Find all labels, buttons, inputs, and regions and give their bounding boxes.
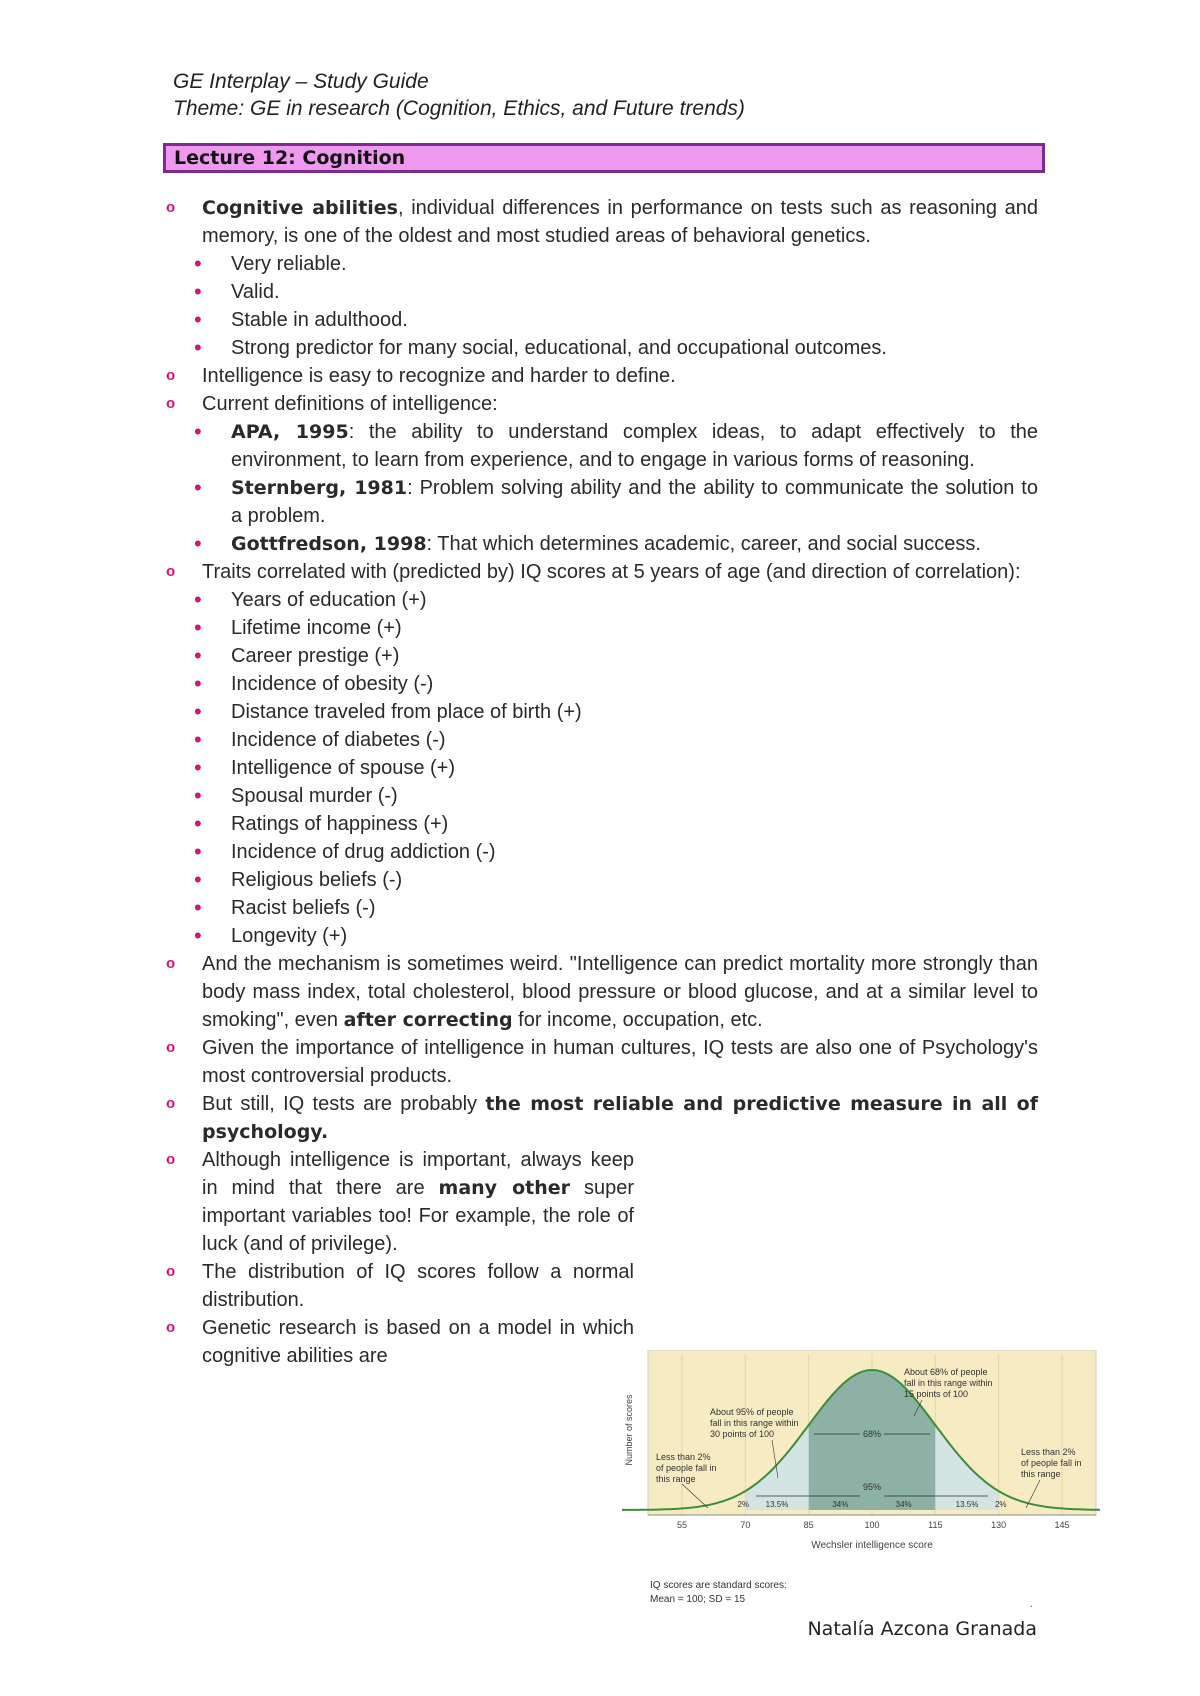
band-percent-label: 2% [737, 1500, 750, 1509]
band-percent-label: 13.5% [765, 1500, 789, 1509]
annotation-95-line2: fall in this range within [710, 1418, 799, 1428]
trait-item: • Intelligence of spouse (+) [160, 754, 1038, 782]
trait-item: • Incidence of drug addiction (-) [160, 838, 1038, 866]
main-content [160, 194, 1038, 1370]
annotation-95-line1: About 95% of people [710, 1407, 794, 1417]
point-text: for income, occupation, etc. [512, 1009, 763, 1031]
guide-title: GE Interplay – Study Guide [173, 70, 429, 93]
annotation-right-line3: this range [1021, 1469, 1061, 1479]
x-axis-label: Wechsler intelligence score [811, 1540, 933, 1551]
label-68: 68% [862, 1429, 882, 1439]
annotation-95-line3: 30 points of 100 [710, 1429, 775, 1439]
term-bold: Gottfredson, 1998 [231, 533, 427, 555]
lecture-heading: Lecture 12: Cognition [163, 143, 1045, 173]
band-percent-label: 2% [994, 1500, 1007, 1509]
point-text: o Traits correlated with (predicted by) IQ scores at 5 years of age (and direction of correlation): [160, 558, 1038, 586]
band-percent-label: 34% [895, 1500, 912, 1509]
annotation-left-line1: Less than 2% [656, 1452, 711, 1462]
x-tick-label: 85 [803, 1520, 814, 1530]
point-text: But still, IQ tests are probably [202, 1093, 486, 1115]
term-bold: APA, 1995 [231, 421, 349, 443]
point-text: super important variables too! For example, the role of luck (and of privilege). [202, 1177, 634, 1255]
point-text: Although intelligence is important, always keep in mind that there are [202, 1149, 634, 1199]
sub-item: • Valid. [160, 278, 1038, 306]
definition-item [160, 530, 1038, 558]
trait-item: • Longevity (+) [160, 922, 1038, 950]
definition-item [160, 474, 1038, 530]
trait-item: • Career prestige (+) [160, 642, 1038, 670]
x-tick-label: 130 [991, 1520, 1007, 1530]
point-text: , individual differences in performance on tests such as reasoning and memory, is one of the oldest and most studied areas of behavioral genetics. [202, 197, 1038, 247]
band-percent-label: 13.5% [955, 1500, 979, 1509]
trait-item: • Ratings of happiness (+) [160, 810, 1038, 838]
band-percent-label: 34% [832, 1500, 849, 1509]
point-reliability [160, 1090, 1038, 1146]
point-text: o Current definitions of intelligence: [160, 390, 1038, 418]
point-other-variables [160, 1146, 634, 1258]
term-bold: after correcting [343, 1009, 513, 1031]
annotation-68-line3: 15 points of 100 [904, 1389, 969, 1399]
label-95: 95% [862, 1482, 882, 1492]
trait-item: • Years of education (+) [160, 586, 1038, 614]
sub-item: • Very reliable. [160, 250, 1038, 278]
trait-item: • Distance traveled from place of birth (+) [160, 698, 1038, 726]
x-tick-label: 100 [864, 1520, 880, 1530]
definition-text: : That which determines academic, career, and social success. [426, 533, 981, 555]
trait-item: • Racist beliefs (-) [160, 894, 1038, 922]
x-ticks [677, 1520, 1070, 1530]
annotation-68-line1: About 68% of people [904, 1367, 988, 1377]
point-text: o The distribution of IQ scores follow a normal distribution. [160, 1258, 634, 1314]
term-bold: many other [438, 1177, 570, 1199]
definition-text: : the ability to understand complex ideas, to adapt effectively to the environment, to learn from experience, and to engage in various forms of reasoning. [231, 421, 1038, 471]
annotation-left-line2: of people fall in [656, 1463, 717, 1473]
guide-theme: Theme: GE in research (Cognition, Ethics, and Future trends) [173, 97, 745, 120]
term-bold: Cognitive abilities [202, 197, 398, 219]
sub-item: • Strong predictor for many social, educational, and occupational outcomes. [160, 334, 1038, 362]
annotation-left-line3: this range [656, 1474, 696, 1484]
trait-item: • Lifetime income (+) [160, 614, 1038, 642]
x-tick-label: 115 [928, 1520, 943, 1530]
point-text: o Given the importance of intelligence in human cultures, IQ tests are also one of Psychology's most controversial products. [160, 1034, 1038, 1090]
point-cognitive-abilities [160, 194, 1038, 250]
point-mechanism [160, 950, 1038, 1034]
trait-item: • Incidence of diabetes (-) [160, 726, 1038, 754]
sub-item: • Stable in adulthood. [160, 306, 1038, 334]
annotation-right-line2: of people fall in [1021, 1458, 1082, 1468]
caption-line2: Mean = 100; SD = 15 [650, 1594, 746, 1605]
trait-item: • Religious beliefs (-) [160, 866, 1038, 894]
point-text: o Genetic research is based on a model in which cognitive abilities are [160, 1314, 634, 1370]
x-tick-label: 145 [1054, 1520, 1070, 1530]
term-bold: Sternberg, 1981 [231, 477, 408, 499]
footer-dot: . [1029, 1596, 1033, 1610]
trait-item: • Incidence of obesity (-) [160, 670, 1038, 698]
trait-item: • Spousal murder (-) [160, 782, 1038, 810]
point-text: o Intelligence is easy to recognize and harder to define. [160, 362, 1038, 390]
point-text: And the mechanism is sometimes weird. "Intelligence can predict mortality more strongly than body mass index, total cholesterol, blood pressure or blood glucose, and at a similar level to smoking", even [202, 953, 1038, 1031]
definition-text: : Problem solving ability and the ability to communicate the solution to a problem. [231, 477, 1038, 527]
caption-line1: IQ scores are standard scores: [650, 1580, 787, 1591]
iq-distribution-figure [622, 1350, 1100, 1620]
term-bold: the most reliable and predictive measure in all of psychology. [202, 1093, 1038, 1143]
y-axis-label: Number of scores [624, 1394, 634, 1466]
x-tick-label: 55 [676, 1520, 688, 1530]
annotation-68-line2: fall in this range within [904, 1378, 993, 1388]
definition-item [160, 418, 1038, 474]
annotation-right-line1: Less than 2% [1021, 1447, 1076, 1457]
author-name: Natalía Azcona Granada [807, 1618, 1037, 1640]
x-tick-label: 70 [740, 1520, 751, 1530]
